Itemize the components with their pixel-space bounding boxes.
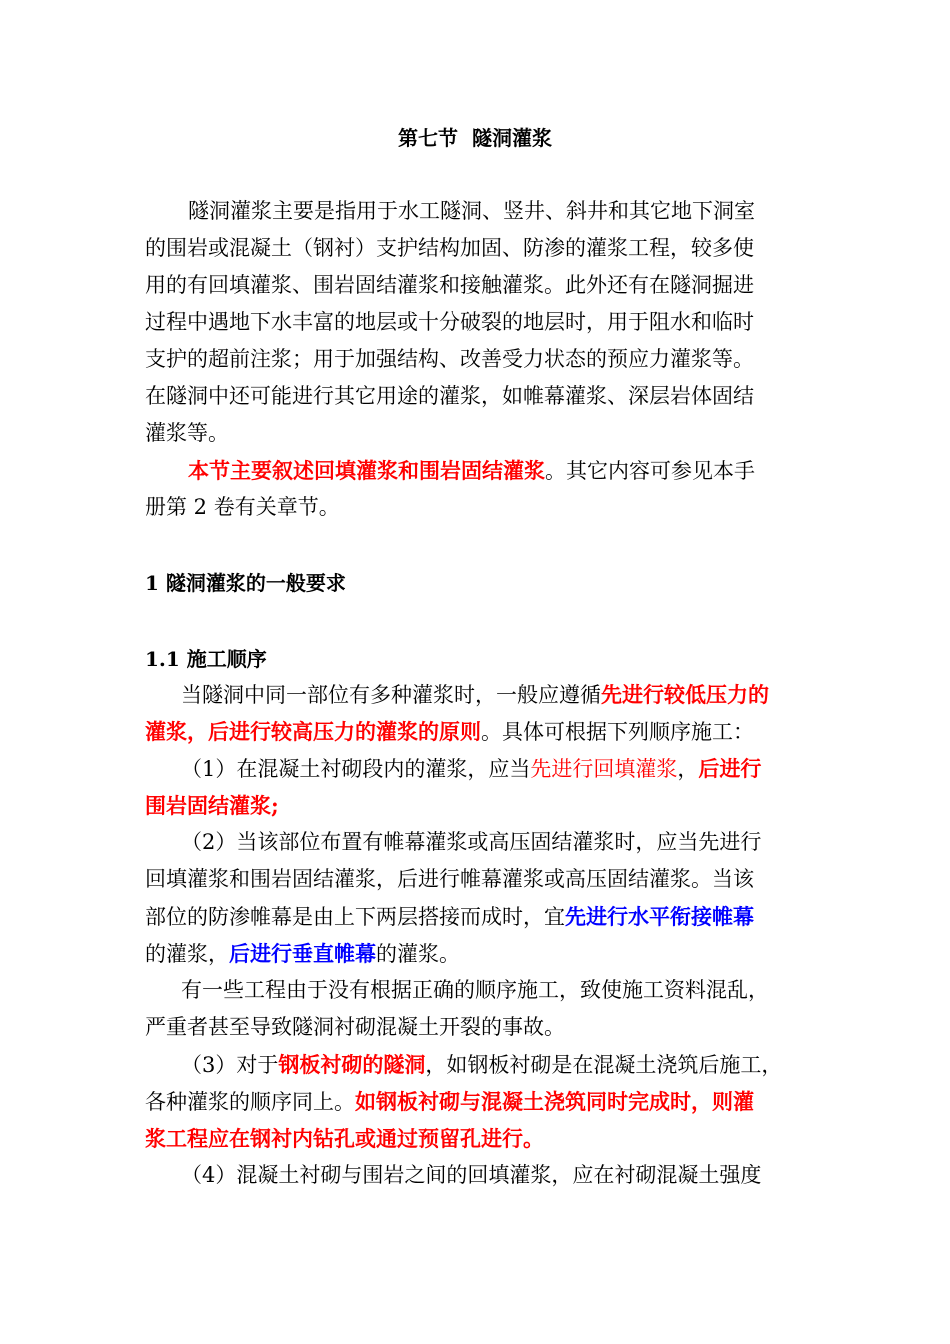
text-span: （1）在混凝土衬砌段内的灌浆，应当 bbox=[181, 757, 531, 781]
text-line bbox=[145, 787, 810, 824]
text-line: 支护的超前注浆；用于加强结构、改善受力状态的预应力灌浆等。 bbox=[145, 347, 754, 371]
text-span: 的灌浆， bbox=[145, 942, 229, 966]
section-heading: 1 隧洞灌浆的一般要求 bbox=[145, 571, 346, 595]
text-span: ，如钢板衬砌是在混凝土浇筑后施工， bbox=[425, 1053, 783, 1077]
text-line bbox=[145, 452, 810, 489]
text-span: 。具体可根据下列顺序施工： bbox=[481, 720, 754, 744]
text-span: 部位的防渗帷幕是由上下两层搭接而成时，宜 bbox=[145, 905, 565, 929]
subsection-heading: 1.1 施工顺序 bbox=[145, 647, 267, 671]
text-line bbox=[145, 713, 810, 750]
text-line: 严重者甚至导致隧洞衬砌混凝土开裂的事故。 bbox=[145, 1015, 565, 1039]
text-span: ， bbox=[677, 757, 699, 781]
highlight-text: 钢板衬砌的隧洞 bbox=[278, 1052, 426, 1077]
highlight-text: 后进行垂直帷幕 bbox=[229, 941, 376, 966]
text-line: 有一些工程由于没有根据正确的顺序施工，致使施工资料混乱， bbox=[181, 978, 769, 1002]
text-line bbox=[145, 1046, 810, 1083]
text-line: 册第 2 卷有关章节。 bbox=[145, 495, 340, 519]
intro-paragraph bbox=[145, 193, 810, 526]
text-line: 在隧洞中还可能进行其它用途的灌浆，如帷幕灌浆、深层岩体固结 bbox=[145, 384, 754, 408]
text-line: 过程中遇地下水丰富的地层或十分破裂的地层时，用于阻水和临时 bbox=[145, 310, 754, 334]
text-span: 各种灌浆的顺序同上。 bbox=[145, 1090, 355, 1114]
text-line bbox=[145, 676, 810, 713]
subsection-body bbox=[145, 676, 810, 1194]
text-span: 当隧洞中同一部位有多种灌浆时，一般应遵循 bbox=[181, 683, 601, 707]
highlight-text: 本节主要叙述回填灌浆和围岩固结灌浆 bbox=[188, 458, 545, 483]
text-line: 灌浆等。 bbox=[145, 421, 229, 445]
text-line: （2）当该部位布置有帷幕灌浆或高压固结灌浆时，应当先进行 bbox=[181, 830, 762, 854]
highlight-text: 先进行较低压力的 bbox=[601, 682, 769, 707]
highlight-text: 先进行水平衔接帷幕 bbox=[565, 904, 754, 929]
highlight-text: 浆工程应在钢衬内钻孔或通过预留孔进行。 bbox=[145, 1126, 544, 1151]
text-line: 用的有回填灌浆、围岩固结灌浆和接触灌浆。此外还有在隧洞掘进 bbox=[145, 273, 754, 297]
highlight-text: 如钢板衬砌与混凝土浇筑同时完成时，则灌 bbox=[355, 1089, 754, 1114]
text-span: 的灌浆。 bbox=[376, 942, 460, 966]
text-line: 回填灌浆和围岩固结灌浆，后进行帷幕灌浆或高压固结灌浆。当该 bbox=[145, 867, 754, 891]
text-line: （4）混凝土衬砌与围岩之间的回填灌浆，应在衬砌混凝土强度 bbox=[181, 1163, 762, 1187]
text-span: 。其它内容可参见本手 bbox=[545, 459, 755, 483]
text-line bbox=[145, 898, 810, 935]
highlight-text: 围岩固结灌浆; bbox=[145, 793, 279, 818]
text-line bbox=[145, 935, 810, 972]
highlight-text: 灌浆，后进行较高压力的灌浆的原则 bbox=[145, 719, 481, 744]
text-line bbox=[145, 1083, 810, 1120]
text-line: 隧洞灌浆主要是指用于水工隧洞、竖井、斜井和其它地下洞室 bbox=[188, 199, 755, 223]
text-line: 的围岩或混凝土（钢衬）支护结构加固、防渗的灌浆工程，较多使 bbox=[145, 236, 754, 260]
text-line bbox=[145, 750, 810, 787]
text-line bbox=[145, 1120, 810, 1157]
highlight-text: 后进行 bbox=[698, 756, 762, 781]
section-title: 第七节 隧洞灌浆 bbox=[398, 126, 552, 150]
highlight-text: 先进行回填灌浆 bbox=[530, 757, 678, 781]
text-span: （3）对于 bbox=[181, 1053, 279, 1077]
